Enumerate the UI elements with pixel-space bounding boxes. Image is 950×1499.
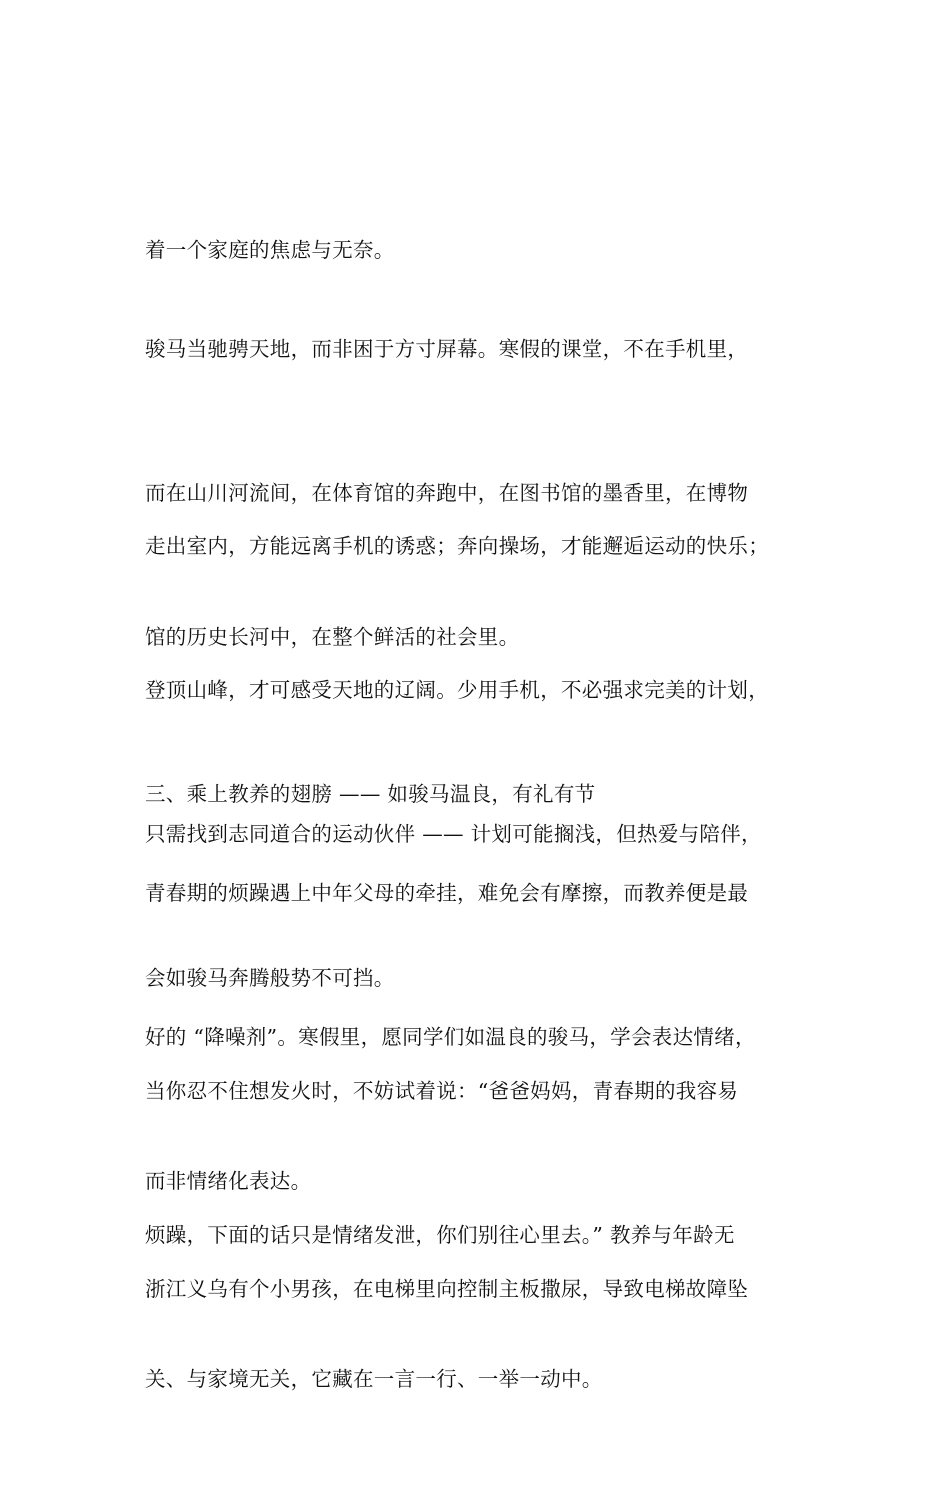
paragraph-6 xyxy=(145,1169,825,1409)
text-line: 只需找到志同道合的运动伙伴 —— 计划可能搁浅，但热爱与陪伴， xyxy=(145,822,762,846)
text-line: 登顶山峰，才可感受天地的辽阔。少用手机，不必强求完美的计划， xyxy=(145,678,769,702)
text-line: 而非情绪化表达。 xyxy=(145,1169,312,1193)
text-line: 浙江义乌有个小男孩，在电梯里向控制主板撒尿，导致电梯故障坠 xyxy=(145,1277,749,1301)
text-line: 而在山川河流间，在体育馆的奔跑中，在图书馆的墨香里，在博物 xyxy=(145,481,749,505)
text-line: 走出室内，方能远离手机的诱惑；奔向操场，才能邂逅运动的快乐； xyxy=(145,534,769,558)
text-line: 会如骏马奔腾般势不可挡。 xyxy=(145,966,395,990)
text-line: 当你忍不住想发火时，不妨试着说：“爸爸妈妈，青春期的我容易 xyxy=(145,1079,739,1103)
text-line: 三、乘上教养的翅膀 —— 如骏马温良，有礼有节 xyxy=(145,782,596,806)
text-line: 着一个家庭的焦虑与无奈。 xyxy=(145,238,395,262)
text-line: 骏马当驰骋天地，而非困于方寸屏幕。寒假的课堂，不在手机里， xyxy=(145,337,749,361)
text-line: 好的 “降噪剂”。寒假里，愿同学们如温良的骏马，学会表达情绪， xyxy=(145,1025,756,1049)
text-line: 关、与家境无关，它藏在一言一行、一举一动中。 xyxy=(145,1367,603,1391)
text-line: 青春期的烦躁遇上中年父母的牵挂，难免会有摩擦，而教养便是最 xyxy=(145,881,749,905)
text-line: 馆的历史长河中，在整个鲜活的社会里。 xyxy=(145,625,520,649)
text-line: 烦躁，下面的话只是情绪发泄，你们别往心里去。” 教养与年龄无 xyxy=(145,1223,735,1247)
